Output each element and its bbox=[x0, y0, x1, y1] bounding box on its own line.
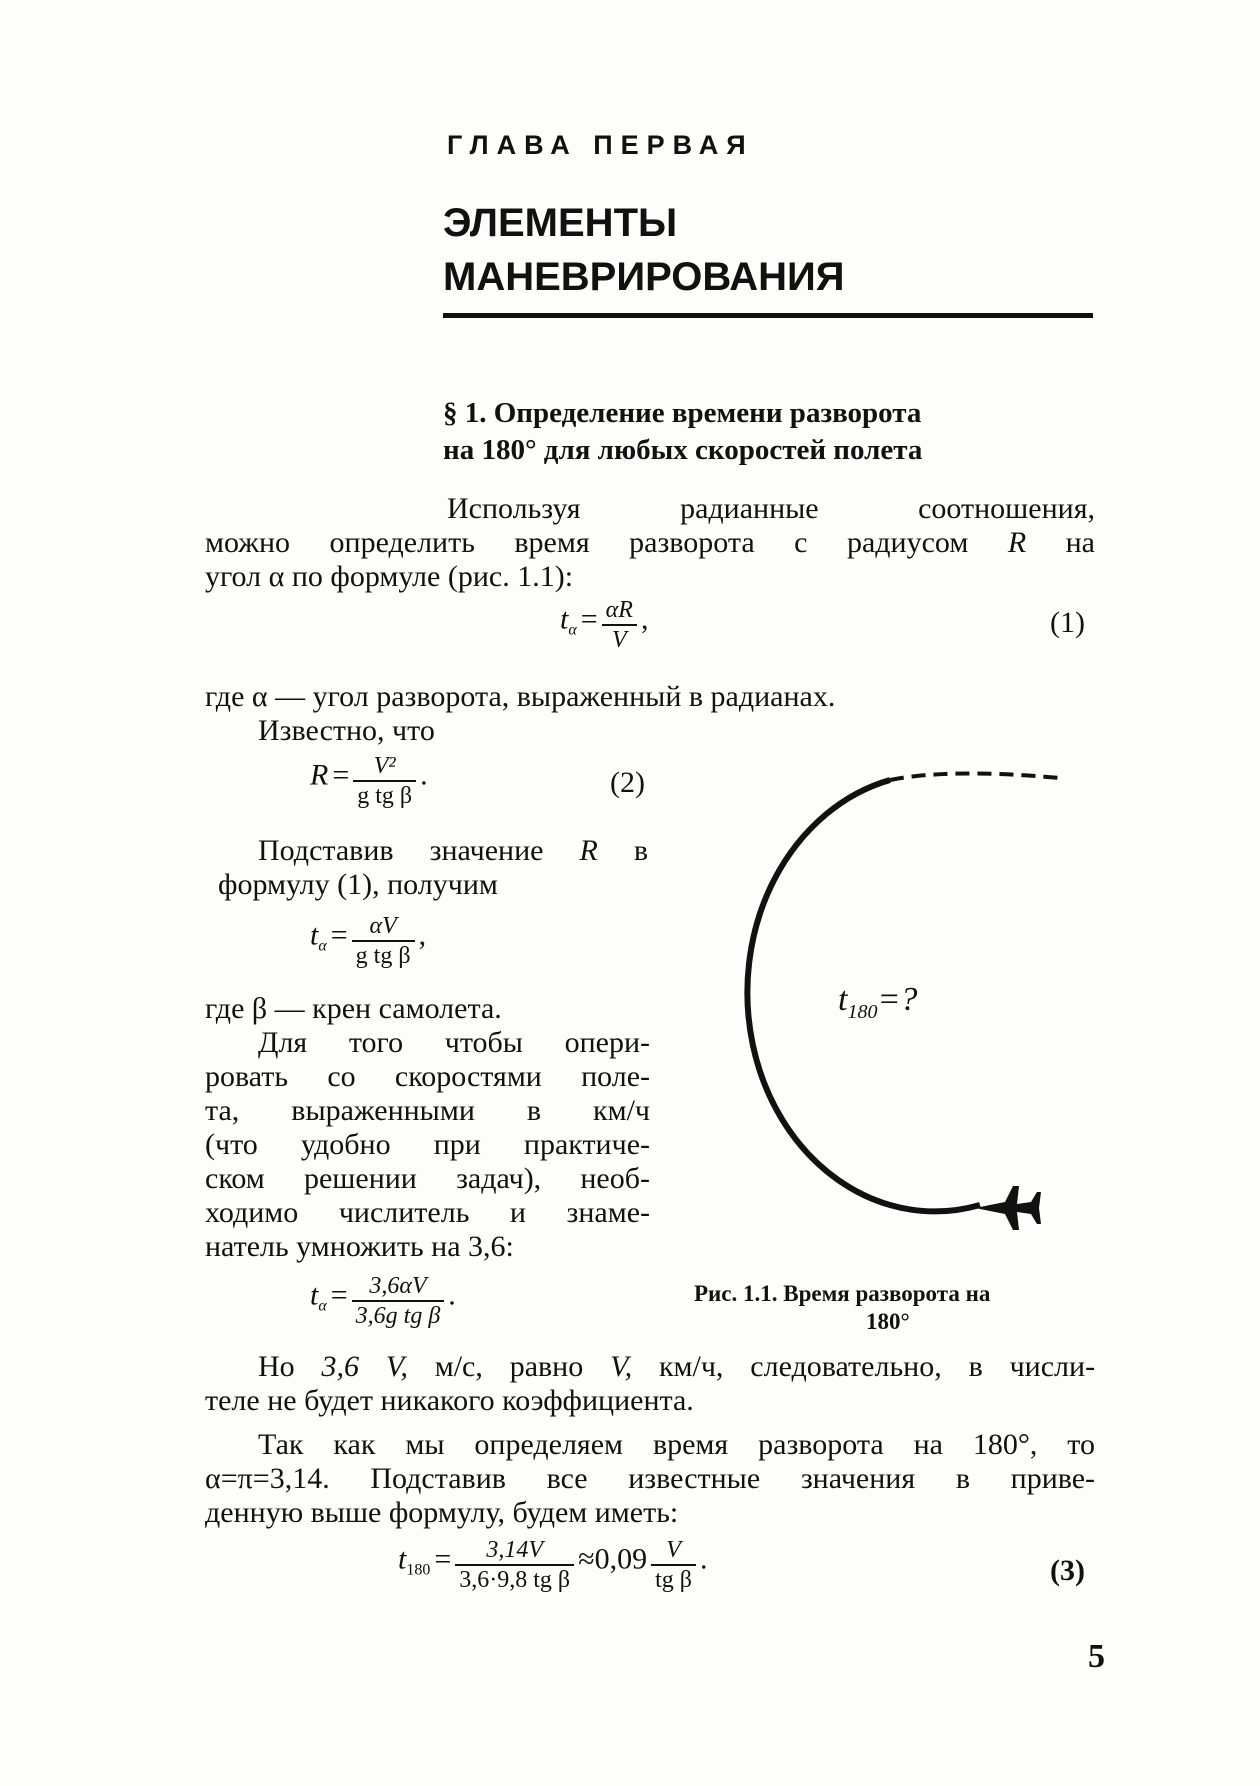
denominator: 3,6g tg β bbox=[355, 1303, 441, 1329]
word: необ- bbox=[580, 1162, 650, 1195]
word: радианные bbox=[680, 492, 819, 525]
word: км/ч bbox=[593, 1094, 650, 1127]
figure-caption bbox=[694, 1280, 1104, 1336]
paragraph-line: формулу (1), получим bbox=[218, 868, 498, 901]
turn-arc bbox=[747, 780, 980, 1211]
denominator: g tg β bbox=[355, 943, 411, 969]
word: 180°, bbox=[972, 1428, 1038, 1461]
paragraph-line bbox=[258, 834, 648, 868]
word: как bbox=[333, 1428, 376, 1461]
word: α=π=3,14. bbox=[205, 1462, 330, 1495]
numerator: αV bbox=[352, 912, 415, 942]
paragraph-line bbox=[205, 1060, 650, 1094]
word: задач), bbox=[456, 1162, 542, 1195]
numerator: 3,14V bbox=[455, 1536, 574, 1566]
equation-scaled: tα = $\frac{3,6\alpha V}{\text{3,6g tg β}}$ . bbox=[310, 1273, 456, 1329]
eq-lhs-sub: α bbox=[318, 1297, 327, 1315]
eq-tail: . bbox=[700, 1542, 708, 1576]
eq-tail: , bbox=[640, 602, 649, 636]
page-number: 5 bbox=[1088, 1638, 1105, 1675]
word: 3,6 V, bbox=[321, 1350, 408, 1383]
word: числитель bbox=[338, 1196, 470, 1229]
equation-2: R = $\frac{\text{V²}}{\text{g tg β}}$ . bbox=[310, 753, 428, 809]
word: в bbox=[633, 834, 649, 867]
word: на bbox=[913, 1428, 943, 1461]
word: радиусом bbox=[846, 526, 969, 559]
word: Для bbox=[258, 1026, 308, 1059]
denominator: V bbox=[611, 627, 627, 653]
word: на bbox=[1065, 526, 1095, 559]
eq-lhs-sub: α bbox=[318, 937, 327, 955]
chapter-rule bbox=[443, 313, 1093, 318]
paragraph-line: денную выше формулу, будем иметь: bbox=[205, 1496, 679, 1529]
word: решении bbox=[303, 1162, 417, 1195]
denominator: tg β bbox=[655, 1567, 692, 1593]
fraction bbox=[602, 596, 637, 654]
paragraph-line bbox=[205, 1094, 650, 1128]
word: ровать bbox=[205, 1060, 289, 1093]
word: разворота bbox=[758, 1428, 884, 1461]
paragraph-line: теле не будет никакого коэффициента. bbox=[205, 1384, 694, 1417]
equation-1: tα = $\frac{\alpha R}{V}$ , bbox=[560, 597, 649, 653]
fraction bbox=[651, 1536, 696, 1594]
word: (что bbox=[205, 1128, 258, 1161]
equation-3: t180 = $\frac{3,14V}{\text{3,6·9,8 tg β}}$ ≈0,09 $\frac{V}{\text{tg β}}$ . bbox=[398, 1537, 708, 1593]
word: то bbox=[1067, 1428, 1096, 1461]
word: Подставив bbox=[370, 1462, 506, 1495]
word: в bbox=[968, 1350, 983, 1383]
paragraph-line bbox=[205, 1128, 650, 1162]
numerator: V² bbox=[353, 752, 416, 782]
denominator: g tg β bbox=[357, 783, 413, 809]
equation-substituted: tα = $\frac{\alpha V}{\text{g tg β}}$ , bbox=[310, 913, 427, 969]
word: Используя bbox=[447, 492, 581, 525]
word: время bbox=[652, 1428, 729, 1461]
airplane-icon bbox=[975, 1186, 1041, 1230]
word: практиче- bbox=[523, 1128, 650, 1161]
paragraph-line: Известно, что bbox=[258, 714, 435, 747]
word: та, bbox=[205, 1094, 240, 1127]
word: известные bbox=[628, 1462, 761, 1495]
paragraph-line bbox=[205, 1462, 1095, 1496]
word: Но bbox=[258, 1350, 295, 1383]
eq-tail: . bbox=[420, 758, 428, 792]
word: определить bbox=[329, 526, 475, 559]
word: скоростями bbox=[394, 1060, 542, 1093]
figure-label: $t_{180}=$? bbox=[838, 981, 918, 1023]
word: ходимо bbox=[205, 1196, 299, 1229]
eq-lhs: t bbox=[310, 1278, 319, 1312]
numerator: 3,6αV bbox=[352, 1272, 445, 1302]
turn-diagram bbox=[690, 760, 1090, 1240]
numerator: V bbox=[651, 1536, 696, 1566]
equation-number: (1) bbox=[1050, 606, 1085, 639]
eq-lhs: R bbox=[310, 758, 329, 792]
paragraph-line bbox=[205, 526, 1095, 560]
word: приве- bbox=[1010, 1462, 1096, 1495]
word: того bbox=[348, 1026, 404, 1059]
eq-lhs-sub: α bbox=[568, 621, 577, 639]
word: все bbox=[546, 1462, 588, 1495]
numerator: αR bbox=[602, 596, 637, 626]
word: V, bbox=[610, 1350, 633, 1383]
word: R bbox=[579, 834, 598, 867]
eq-approx: ≈0,09 bbox=[578, 1542, 648, 1576]
eq-lhs-sub: 180 bbox=[406, 1561, 431, 1579]
paragraph-line: натель умножить на 3,6: bbox=[205, 1230, 514, 1263]
word: и bbox=[509, 1196, 526, 1229]
word: км/ч, bbox=[658, 1350, 724, 1383]
paragraph-line bbox=[205, 1162, 650, 1196]
word: соотношения, bbox=[918, 492, 1095, 525]
eq-tail: , bbox=[418, 918, 427, 952]
word: м/с, bbox=[434, 1350, 483, 1383]
word: значение bbox=[429, 834, 544, 867]
word: Так bbox=[258, 1428, 304, 1461]
fraction bbox=[352, 1272, 445, 1330]
word: Подставив bbox=[258, 834, 394, 867]
paragraph-line bbox=[258, 1026, 650, 1060]
word: ском bbox=[205, 1162, 265, 1195]
word: равно bbox=[509, 1350, 584, 1383]
word: мы bbox=[405, 1428, 445, 1461]
word: удобно bbox=[300, 1128, 391, 1161]
section-heading-line: на 180° для любых скоростей полета bbox=[443, 434, 923, 466]
figure-caption-line: 180° bbox=[866, 1309, 910, 1334]
word: опери- bbox=[564, 1026, 650, 1059]
paragraph-line bbox=[447, 492, 1095, 526]
figure-caption-line: Рис. 1.1. Время разворота на bbox=[694, 1281, 991, 1306]
denominator: 3,6·9,8 tg β bbox=[459, 1567, 571, 1593]
word: числи- bbox=[1009, 1350, 1096, 1383]
section-heading-line: § 1. Определение времени разворота bbox=[443, 397, 922, 429]
word: время bbox=[514, 526, 590, 559]
chapter-title bbox=[443, 196, 845, 304]
eq-lhs: t bbox=[398, 1542, 407, 1576]
fraction bbox=[352, 912, 415, 970]
turn-arc-dashed bbox=[890, 773, 1060, 780]
word: знаме- bbox=[566, 1196, 651, 1229]
word: определяем bbox=[474, 1428, 624, 1461]
paragraph-line bbox=[205, 1196, 650, 1230]
word: значения bbox=[800, 1462, 916, 1495]
word: при bbox=[433, 1128, 481, 1161]
word: чтобы bbox=[444, 1026, 523, 1059]
word: можно bbox=[205, 526, 291, 559]
equation-number: (2) bbox=[610, 766, 645, 799]
paragraph-line: где α — угол разворота, выраженный в радианах. bbox=[205, 680, 836, 713]
paragraph-line: угол α по формуле (рис. 1.1): bbox=[205, 560, 574, 593]
paragraph-line bbox=[258, 1428, 1095, 1462]
chapter-title-line: ЭЛЕМЕНТЫ bbox=[443, 201, 678, 245]
word: R bbox=[1007, 526, 1027, 559]
word: со bbox=[327, 1060, 356, 1093]
eq-lhs: t bbox=[560, 602, 569, 636]
chapter-label: ГЛАВА ПЕРВАЯ bbox=[447, 130, 754, 160]
word: поле- bbox=[581, 1060, 651, 1093]
word: следовательно, bbox=[750, 1350, 942, 1383]
word: выраженными bbox=[291, 1094, 475, 1127]
equation-number: (3) bbox=[1050, 1554, 1085, 1587]
word: разворота bbox=[629, 526, 755, 559]
chapter-title-line: МАНЕВРИРОВАНИЯ bbox=[443, 255, 845, 299]
word: в bbox=[526, 1094, 542, 1127]
eq-lhs: t bbox=[310, 918, 319, 952]
word: в bbox=[955, 1462, 970, 1495]
fraction bbox=[455, 1536, 574, 1594]
paragraph-line bbox=[258, 1350, 1095, 1384]
section-heading bbox=[443, 395, 922, 469]
fraction bbox=[353, 752, 416, 810]
paragraph-line: где β — крен самолета. bbox=[205, 992, 502, 1025]
word: с bbox=[794, 526, 808, 559]
eq-tail: . bbox=[448, 1278, 456, 1312]
